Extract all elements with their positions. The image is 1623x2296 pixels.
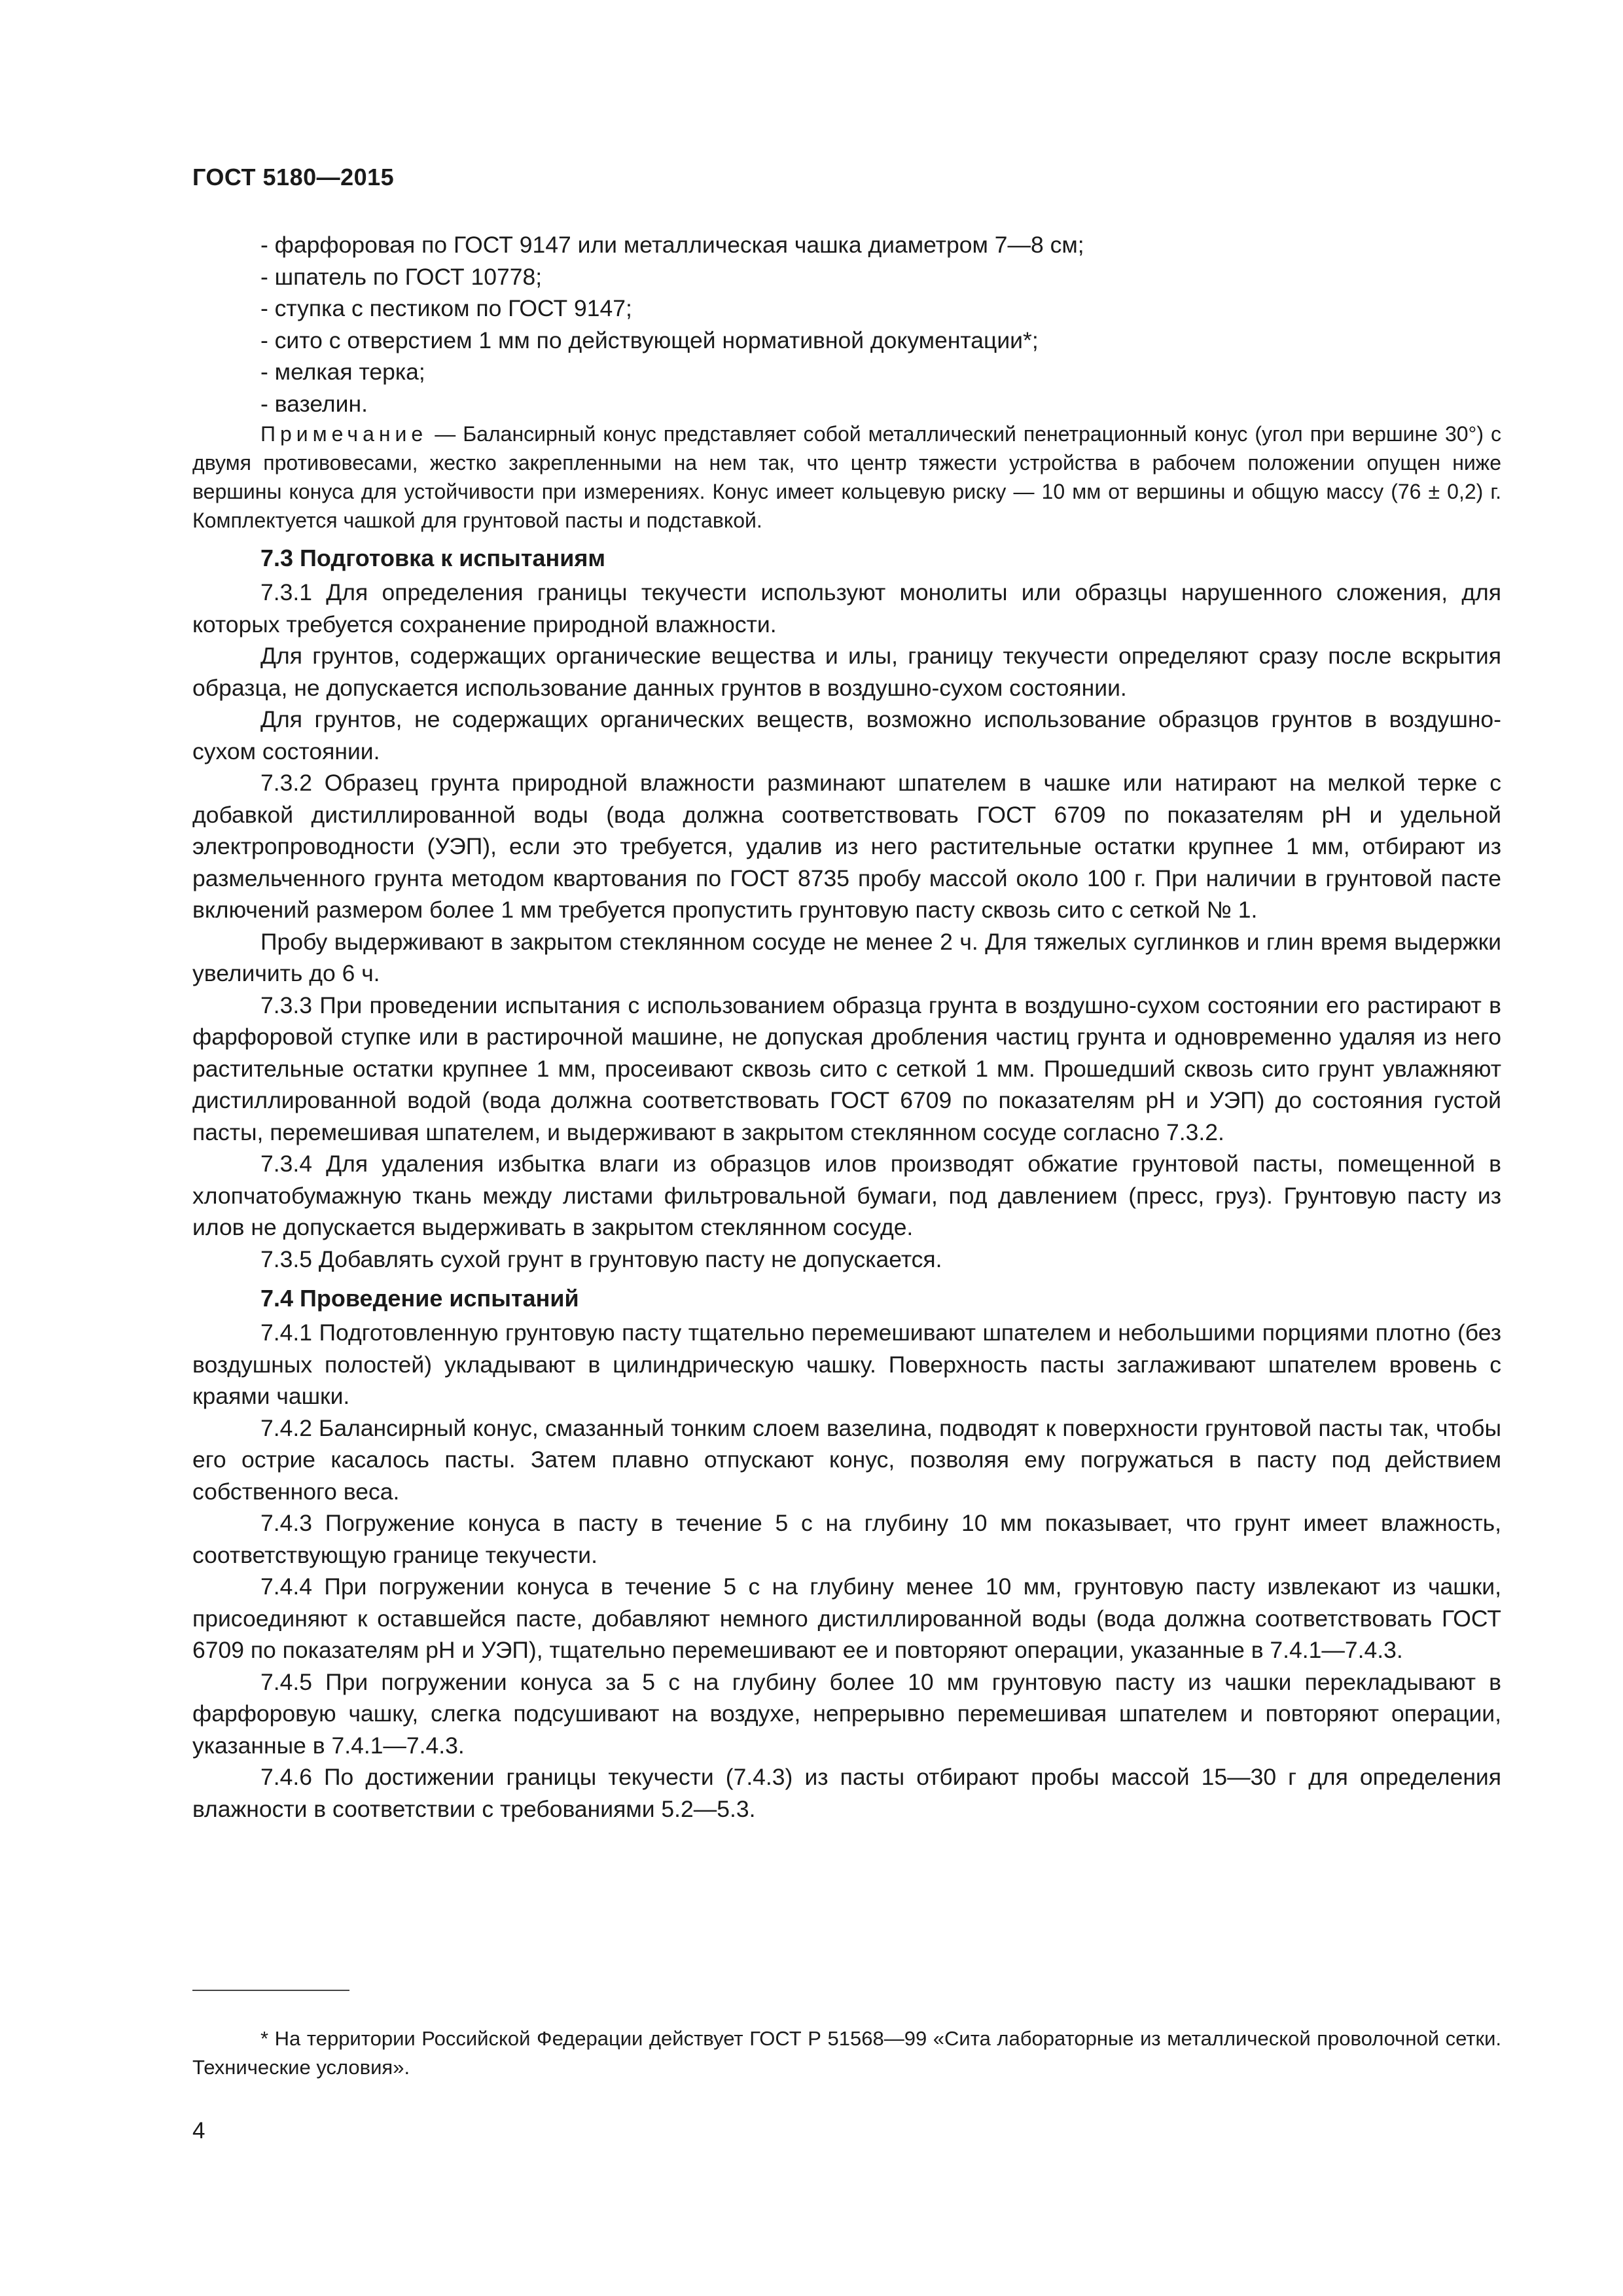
paragraph: 7.4.5 При погружении конуса за 5 с на глубину более 10 мм грунтовую пасту из чашки перекладывают в фарфоровую чашку, слегка подсушивают на воздухе, непрерывно перемешивая шпателем и повторяют операции, указанные в 7.4.1—7.4.3. (192, 1668, 1501, 1759)
paragraph: Пробу выдерживают в закрытом стеклянном сосуде не менее 2 ч. Для тяжелых суглинков и глин время выдержки увеличить до 6 ч. (192, 928, 1501, 986)
list-item: - ступка с пестиком по ГОСТ 9147; (260, 295, 632, 321)
paragraph: 7.4.4 При погружении конуса в течение 5 с на глубину менее 10 мм, грунтовую пасту извлекают из чашки, присоединяют к оставшейся пасте, добавляют немного дистиллированной воды (вода должна соответствовать ГОСТ 6709 по показателям pH и УЭП), тщательно перемешивают ее и повторяют операции, указанные в 7.4.1—7.4.3. (192, 1573, 1501, 1663)
paragraph: 7.4.1 Подготовленную грунтовую пасту тщательно перемешивают шпателем и небольшими порциями плотно (без воздушных полостей) укладывают в цилиндрическую чашку. Поверхность пасты заглаживают шпателем вровень с краями чашки. (192, 1319, 1501, 1409)
paragraph: 7.3.5 Добавлять сухой грунт в грунтовую пасту не допускается. (260, 1246, 942, 1272)
footnote-divider (192, 1990, 349, 1991)
paragraph: 7.4.6 По достижении границы текучести (7.4.3) из пасты отбирают пробы массой 15—30 г для определения влажности в соответствии с требованиями 5.2—5.3. (192, 1764, 1501, 1822)
paragraph: Для грунтов, содержащих органические вещества и илы, границу текучести определяют сразу после вскрытия образца, не допускается использование данных грунтов в воздушно-сухом состоянии. (192, 643, 1501, 701)
note-label: Примечание (260, 422, 428, 446)
document-body (192, 229, 1501, 1825)
paragraph: 7.4.2 Балансирный конус, смазанный тонким слоем вазелина, подводят к поверхности грунтовой пасты так, чтобы его острие касалось пасты. Затем плавно отпускают конус, позволяя ему погружаться в пасту под действием собственного веса. (192, 1414, 1501, 1505)
list-item: - шпатель по ГОСТ 10778; (260, 263, 543, 290)
paragraph: 7.4.3 Погружение конуса в пасту в течение 5 с на глубину 10 мм показывает, что грунт имеет влажность, соответствующую границе текучести. (192, 1510, 1501, 1568)
page-number: 4 (192, 2118, 205, 2144)
note-text: — Балансирный конус представляет собой металлический пенетрационный конус (угол при вершине 30°) с двумя противовесами, жестко закрепленными на нем так, что центр тяжести устройства в рабочем положении опущен ниже вершины конуса для устойчивости при измерениях. Конус имеет кольцевую риску — 10 мм от вершины и общую массу (76 ± 0,2) г. Комплектуется чашкой для грунтовой пасты и подставкой. (192, 422, 1502, 532)
section-heading-7-3: 7.3 Подготовка к испытаниям (260, 545, 606, 571)
list-item: - мелкая терка; (260, 359, 425, 385)
list-item: - фарфоровая по ГОСТ 9147 или металлическая чашка диаметром 7—8 см; (260, 232, 1084, 258)
paragraph: Для грунтов, не содержащих органических веществ, возможно использование образцов грунтов в воздушно-сухом состоянии. (192, 706, 1501, 764)
list-item: - сито с отверстием 1 мм по действующей нормативной документации*; (260, 327, 1039, 353)
paragraph: 7.3.1 Для определения границы текучести используют монолиты или образцы нарушенного сложения, для которых требуется сохранение природной влажности. (192, 579, 1501, 637)
list-item: - вазелин. (260, 390, 368, 417)
note-paragraph (192, 420, 1501, 535)
footnote: * На территории Российской Федерации действует ГОСТ Р 51568—99 «Сита лабораторные из металлической проволочной сетки. Технические условия». (192, 2027, 1501, 2079)
paragraph: 7.3.4 Для удаления избытка влаги из образцов илов производят обжатие грунтовой пасты, помещенной в хлопчатобумажную ткань между листами фильтровальной бумаги, под давлением (пресс, груз). Грунтовую пасту из илов не допускается выдерживать в закрытом стеклянном сосуде. (192, 1151, 1501, 1240)
equipment-list (192, 229, 1501, 420)
paragraph: 7.3.2 Образец грунта природной влажности разминают шпателем в чашке или натирают на мелкой терке с добавкой дистиллированной воды (вода должна соответствовать ГОСТ 6709 по показателям pH и удельной электропроводности (УЭП), если это требуется, удалив из него растительные остатки крупнее 1 мм, отбирают из размельченного грунта методом квартования по ГОСТ 8735 пробу массой около 100 г. При наличии в грунтовой пасте включений размером более 1 мм требуется пропустить грунтовую пасту сквозь сито с сеткой № 1. (192, 770, 1501, 923)
paragraph: 7.3.3 При проведении испытания с использованием образца грунта в воздушно-сухом состоянии его растирают в фарфоровой ступке или в растирочной машине, не допуская дробления частиц грунта и одновременно удаляя из него растительные остатки крупнее 1 мм, просеивают сквозь сито с сеткой 1 мм. Прошедший сквозь сито грунт увлажняют дистиллированной водой (вода должна соответствовать ГОСТ 6709 по показателям pH и УЭП) до состояния густой пасты, перемешивая шпателем, и выдерживают в закрытом стеклянном сосуде согласно 7.3.2. (192, 992, 1501, 1145)
document-header: ГОСТ 5180—2015 (192, 164, 395, 190)
section-heading-7-4: 7.4 Проведение испытаний (260, 1285, 579, 1312)
